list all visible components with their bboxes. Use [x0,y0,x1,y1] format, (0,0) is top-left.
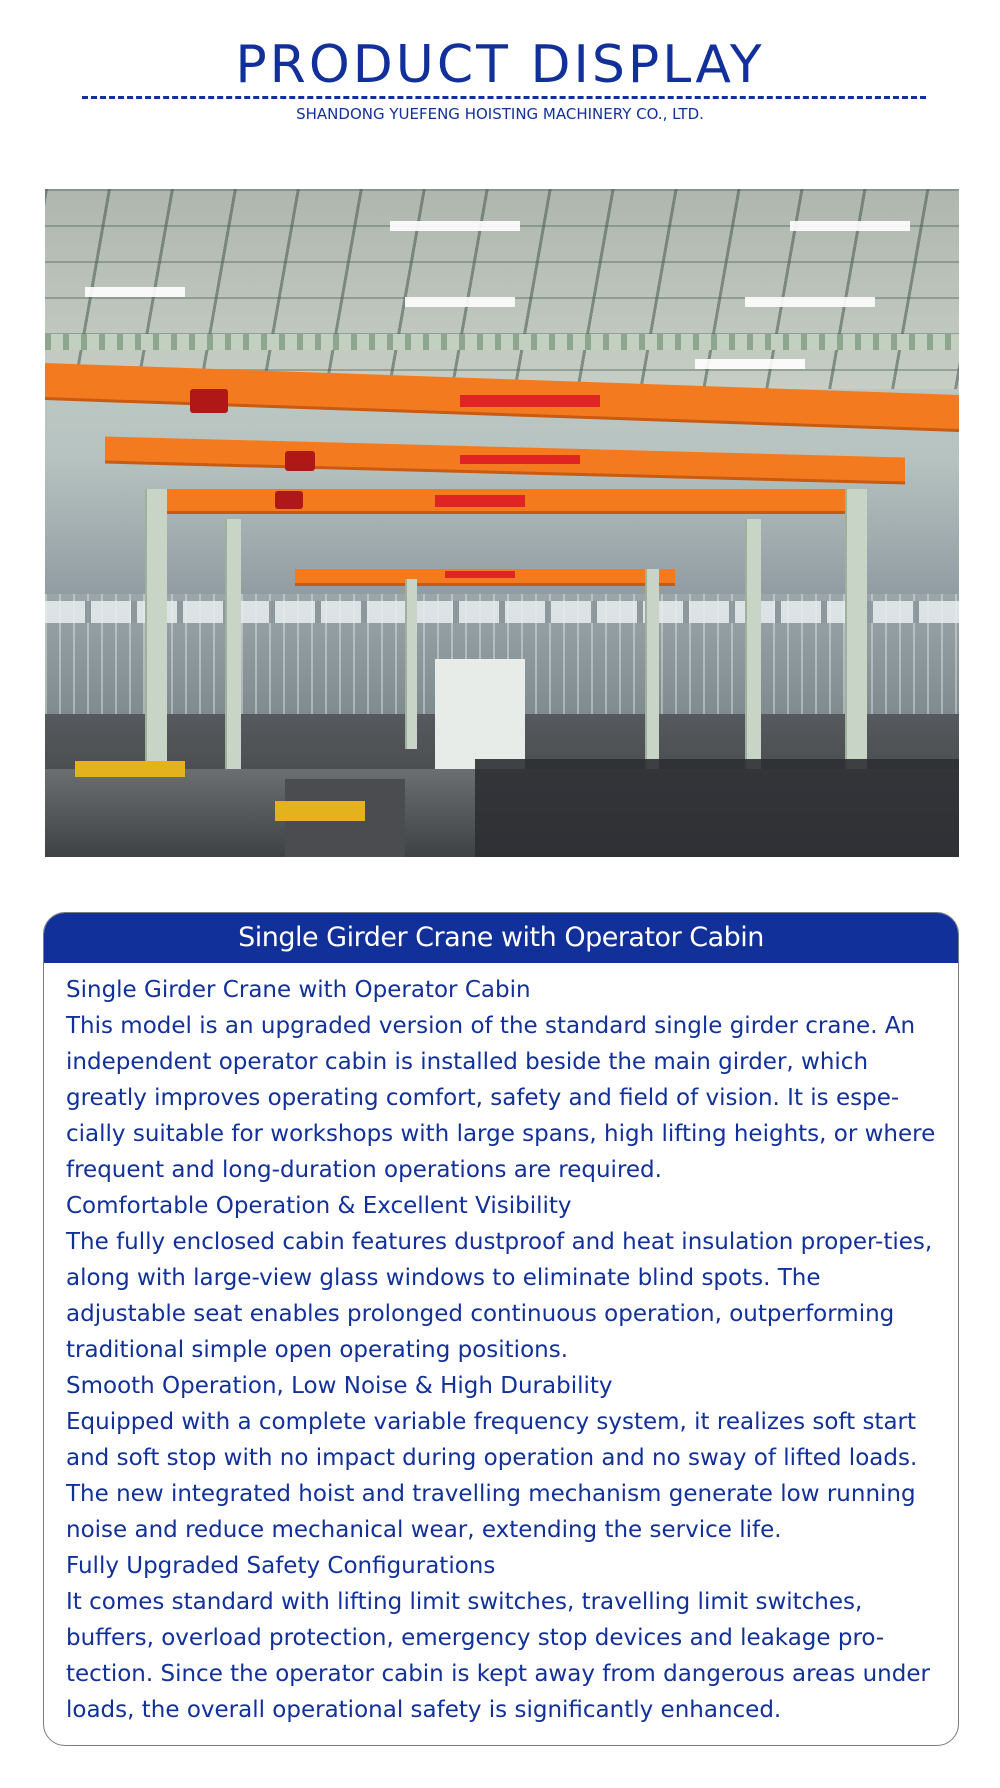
product-card [43,912,959,1746]
wall-windows [45,601,959,623]
crane-trolley [275,491,303,509]
yellow-fixture [75,761,185,777]
steel-column [405,579,417,749]
section-heading: Single Girder Crane with Operator Cabin [66,977,531,1003]
section-text: The fully enclosed cabin features dustproof and heat insulation proper-ties, along with large-view glass windows to eliminate blind spots. The adjustable seat enables prolonged continuous operation, outperforming traditional simple open operating positions. [66,1229,933,1363]
girder-sign [460,395,600,407]
workshop-door [435,659,525,769]
card-title: Single Girder Crane with Operator Cabin [44,913,958,963]
steel-column [645,569,659,769]
title-divider [82,96,926,99]
girder-sign [435,495,525,507]
crane-trolley [285,451,315,471]
girder-sign [460,455,580,464]
skylight [85,287,185,297]
product-photo [45,189,959,857]
girder-sign [445,571,515,578]
yellow-fixture [275,801,365,821]
skylight [695,359,805,369]
skylight [390,221,520,231]
section-text: This model is an upgraded version of the standard single girder crane. An independent operator cabin is installed beside the main girder, which greatly improves operating comfort, safety and field of vision. It is espe-cially suitable for workshops with large spans, high lifting heights, or where frequent and long-duration operations are required. [66,1013,936,1183]
section-text: Equipped with a complete variable frequency system, it realizes soft start and soft stop with no impact during operation and no sway of lifted loads. The new integrated hoist and travelling mechanism generate low running noise and reduce mechanical wear, extending the service life. [66,1409,918,1543]
crane-trolley [190,389,228,413]
steel-structures [475,759,959,857]
steel-column [225,519,241,779]
page-title: PRODUCT DISPLAY [235,35,765,95]
roof-truss [45,334,959,350]
steel-column [745,519,761,799]
card-body [44,963,958,1728]
section-heading: Fully Upgraded Safety Configurations [66,1553,496,1579]
section-heading: Smooth Operation, Low Noise & High Durability [66,1373,613,1399]
skylight [405,297,515,307]
section-heading: Comfortable Operation & Excellent Visibility [66,1193,572,1219]
skylight [790,221,910,231]
skylight [745,297,875,307]
company-name: SHANDONG YUEFENG HOISTING MACHINERY CO., LTD. [296,105,704,123]
section-text: It comes standard with lifting limit switches, travelling limit switches, buffers, overload protection, emergency stop devices and leakage pro-tection. Since the operator cabin is kept away from dangerous areas under loads, the overall operational safety is significantly enhanced. [66,1589,930,1723]
